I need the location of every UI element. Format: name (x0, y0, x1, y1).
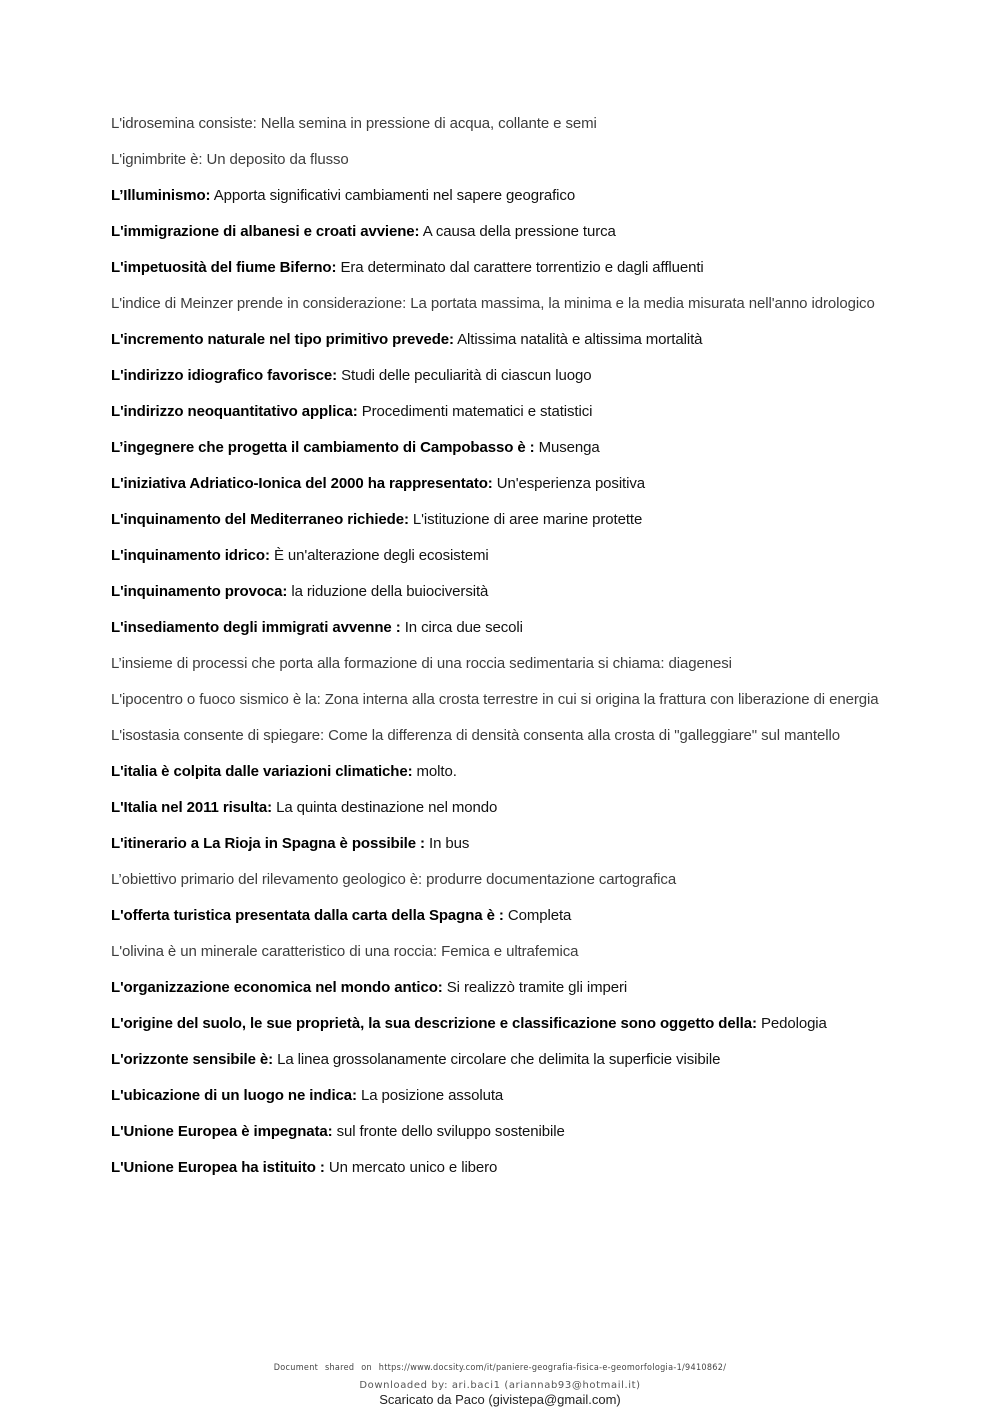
entry-list (111, 112, 881, 1192)
entry-paragraph (111, 832, 881, 856)
entry-question: L'Unione Europea è impegnata: (111, 1123, 333, 1140)
entry-question: L'organizzazione economica nel mondo antico: (111, 979, 443, 996)
entry-answer: L’obiettivo primario del rilevamento geologico è: produrre documentazione cartografica (111, 871, 677, 888)
entry-paragraph (111, 220, 881, 244)
entry-question: L'origine del suolo, le sue proprietà, la sua descrizione e classificazione sono oggetto della: (111, 1015, 757, 1032)
entry-answer: Si realizzò tramite gli imperi (442, 979, 628, 996)
entry-question: L'inquinamento idrico: (111, 547, 270, 564)
entry-question: L'insediamento degli immigrati avvenne : (111, 619, 401, 636)
entry-paragraph (111, 1048, 881, 1072)
entry-paragraph (111, 940, 881, 964)
entry-answer: L'idrosemina consiste: Nella semina in pressione di acqua, collante e semi (111, 115, 597, 132)
entry-paragraph (111, 364, 881, 388)
entry-answer: Completa (503, 907, 572, 924)
entry-answer: La posizione assoluta (356, 1087, 504, 1104)
entry-question: L'indirizzo idiografico favorisce: (111, 367, 338, 384)
entry-answer: Un mercato unico e libero (324, 1159, 498, 1176)
entry-question: L'ubicazione di un luogo ne indica: (111, 1087, 357, 1104)
entry-paragraph (111, 616, 881, 640)
entry-answer: molto. (412, 763, 457, 780)
entry-paragraph (111, 652, 881, 676)
entry-question: L'italia è colpita dalle variazioni climatiche: (111, 763, 413, 780)
entry-question: L'indirizzo neoquantitativo applica: (111, 403, 358, 420)
entry-answer: La linea grossolanamente circolare che delimita la superficie visibile (273, 1051, 721, 1068)
entry-paragraph (111, 436, 881, 460)
entry-question: L'incremento naturale nel tipo primitivo prevede: (111, 331, 454, 348)
entry-question: L'immigrazione di albanesi e croati avviene: (111, 223, 420, 240)
entry-answer: Procedimenti matematici e statistici (357, 403, 593, 420)
entry-paragraph (111, 112, 881, 136)
entry-paragraph (111, 580, 881, 604)
footer-downloaded-text: Downloaded by: ari.baci1 (ariannab93@hotmail.it) (359, 1380, 641, 1391)
entry-paragraph (111, 1084, 881, 1108)
entry-paragraph (111, 1012, 881, 1036)
entry-answer: L'istituzione di aree marine protette (408, 511, 643, 528)
entry-question: L'orizzonte sensibile è: (111, 1051, 274, 1068)
entry-question: L'inquinamento del Mediterraneo richiede: (111, 511, 409, 528)
entry-question: L’ingegnere che progetta il cambiamento di Campobasso è : (111, 439, 535, 456)
entry-question: L'inquinamento provoca: (111, 583, 288, 600)
entry-answer: La quinta destinazione nel mondo (272, 799, 498, 816)
entry-paragraph (111, 1120, 881, 1144)
entry-paragraph (111, 328, 881, 352)
entry-paragraph (111, 256, 881, 280)
entry-question: L'Italia nel 2011 risulta: (111, 799, 273, 816)
entry-answer: la riduzione della buiociversità (287, 583, 489, 600)
entry-answer: Pedologia (756, 1015, 827, 1032)
entry-question: L'offerta turistica presentata dalla carta della Spagna è : (111, 907, 504, 924)
entry-paragraph (111, 472, 881, 496)
entry-answer: È un'alterazione degli ecosistemi (269, 547, 489, 564)
entry-paragraph (111, 760, 881, 784)
entry-answer: L’insieme di processi che porta alla formazione di una roccia sedimentaria si chiama: diagenesi (111, 655, 732, 672)
entry-paragraph (111, 184, 881, 208)
entry-answer: A causa della pressione turca (419, 223, 616, 240)
entry-answer: L'olivina è un minerale caratteristico di una roccia: Femica e ultrafemica (111, 943, 579, 960)
entry-paragraph (111, 1156, 881, 1180)
entry-answer: sul fronte dello sviluppo sostenibile (332, 1123, 565, 1140)
entry-paragraph (111, 796, 881, 820)
entry-answer: Era determinato dal carattere torrentizio e dagli affluenti (336, 259, 704, 276)
entry-paragraph (111, 976, 881, 1000)
entry-question: L’Illuminismo: (111, 187, 211, 204)
entry-answer: Apporta significativi cambiamenti nel sapere geografico (210, 187, 576, 204)
entry-answer: L'isostasia consente di spiegare: Come la differenza di densità consenta alla crosta di "galleggiare" sul mantello (111, 727, 840, 744)
entry-paragraph (111, 508, 881, 532)
entry-answer: Altissima natalità e altissima mortalità (453, 331, 703, 348)
entry-paragraph (111, 148, 881, 172)
entry-answer: In bus (424, 835, 470, 852)
entry-answer: L'ipocentro o fuoco sismico è la: Zona interna alla crosta terrestre in cui si origina la frattura con liberazione di energia (111, 691, 879, 708)
footer-scaricato-text: Scaricato da Paco (givistepa@gmail.com) (379, 1392, 621, 1407)
entry-paragraph (111, 868, 881, 892)
entry-paragraph (111, 904, 881, 928)
entry-paragraph (111, 724, 881, 748)
entry-answer: Studi delle peculiarità di ciascun luogo (337, 367, 592, 384)
entry-answer: Musenga (534, 439, 600, 456)
footer-shared-text: Document shared on https://www.docsity.com/it/paniere-geografia-fisica-e-geomorfologia-1/9410862/ (273, 1363, 727, 1373)
entry-answer: L'indice di Meinzer prende in considerazione: La portata massima, la minima e la media misurata nell'anno idrologico (111, 295, 875, 312)
entry-answer: L'ignimbrite è: Un deposito da flusso (111, 151, 349, 168)
entry-paragraph (111, 292, 881, 316)
entry-answer: Un'esperienza positiva (492, 475, 646, 492)
entry-paragraph (111, 688, 881, 712)
entry-question: L'Unione Europea ha istituito : (111, 1159, 325, 1176)
entry-answer: In circa due secoli (400, 619, 523, 636)
entry-question: L'iniziativa Adriatico-Ionica del 2000 ha rappresentato: (111, 475, 493, 492)
entry-question: L'itinerario a La Rioja in Spagna è possibile : (111, 835, 425, 852)
entry-question: L'impetuosità del fiume Biferno: (111, 259, 337, 276)
entry-paragraph (111, 544, 881, 568)
entry-paragraph (111, 400, 881, 424)
